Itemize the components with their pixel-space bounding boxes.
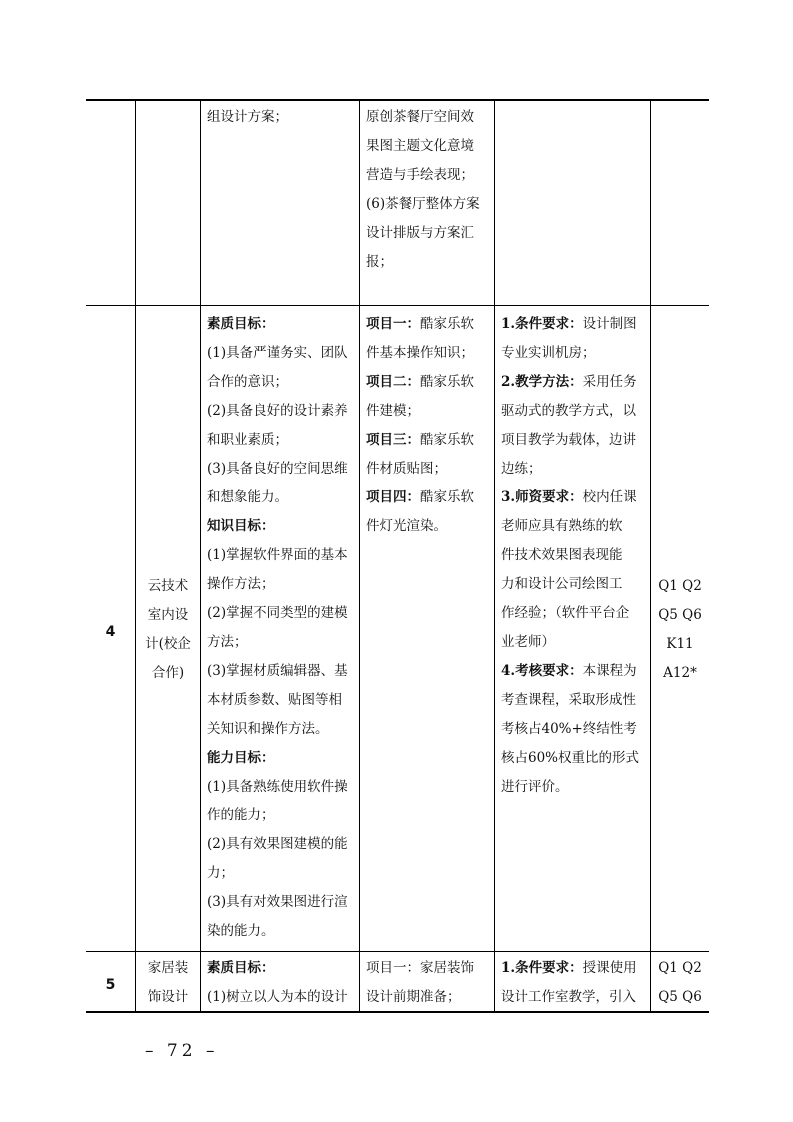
text-line: 方法； [207,633,248,650]
text-line: (2)掌握不同类型的建模 [207,605,348,622]
row-a-content-cell [366,103,492,276]
text-line: 报； [366,253,393,270]
row-5-course-name [136,954,200,1012]
text-line: (6)茶餐厅整体方案 [366,195,480,212]
item-label: 1.条件要求： [501,960,583,976]
section-heading: 能力目标： [207,749,275,766]
text-line: 项目一：家居装饰 [366,960,474,976]
code-line: A12* [663,664,697,681]
row-divider [86,951,709,952]
item-text: 校内任课 [582,489,637,506]
item-label: 项目一： [366,316,420,332]
text-line [501,310,650,339]
text-line: 设计排版与方案汇 [366,224,474,241]
row-4-target-cell [207,310,358,946]
text-line [366,512,493,541]
text-line: (1)树立以人为本的设计 [207,988,348,1005]
text-line: 原创茶餐厅空间效 [366,109,474,125]
code-line: Q5 Q6 [658,988,702,1005]
text-line [501,686,650,715]
text-line [366,455,493,484]
row-a-target-cell [207,103,357,132]
text-line [501,339,650,368]
text-line [501,773,650,802]
section-heading: 素质目标： [207,316,275,332]
row-4-number: 4 [105,624,116,640]
section-heading: 知识目标： [207,518,275,535]
text-line: 营造与手绘表现； [366,166,474,183]
item-text: 进行评价。 [501,778,569,795]
text-line [501,512,650,541]
page-number: – 72 – [145,1041,219,1061]
text-line: (3)掌握材质编辑器、基 [207,662,348,679]
text-line [501,455,650,484]
item-text: 酷家乐软 [420,373,474,390]
text-line [366,426,493,455]
column-divider [135,99,136,1013]
text-line: 和职业素质； [207,431,288,448]
text-line: 饰设计 [147,988,189,1005]
text-line: (3)具备良好的空间思维 [207,460,348,477]
code-line: Q1 Q2 [658,960,702,976]
row-4-require-cell [501,310,650,801]
item-text: 件材质贴图； [366,460,447,477]
code-line: Q5 Q6 [658,606,702,623]
text-line: 设计前期准备； [366,988,461,1005]
item-text: 核占60%权重比的形式 [501,749,640,766]
text-line [366,339,493,368]
text-line: (2)具备良好的设计素养 [207,402,348,419]
text-line: 力； [207,865,234,882]
row-divider [86,305,709,306]
text-line: (2)具有效果图建模的能 [207,836,348,853]
text-line: 作的能力； [207,807,275,824]
item-text: 考查课程，采取形成性 [501,691,636,708]
text-line [366,483,493,512]
text-line: 室内设 [147,606,189,623]
row-5-target-cell [207,954,358,1012]
item-text: 件建模； [366,402,420,419]
item-text: 酷家乐软 [420,316,474,332]
item-text: 边练； [501,460,542,477]
text-line [501,483,650,512]
item-text: 酷家乐软 [420,431,474,448]
text-line [501,599,650,628]
row-5-number: 5 [105,977,116,993]
code-line: K11 [666,635,694,652]
item-text: 专业实训机房； [501,344,596,361]
row-5-codes-cell [651,954,709,1012]
table-top-rule [86,99,709,101]
text-line: 本材质参数、贴图等相 [207,691,342,708]
row-5-require-cell [501,954,650,1012]
item-text: 件基本操作知识； [366,344,474,361]
item-label: 2.教学方法： [501,373,583,390]
text-line: (1)掌握软件界面的基本 [207,547,348,564]
text-line [501,715,650,744]
item-text: 授课使用 [582,960,637,976]
item-label: 1.条件要求： [501,316,583,332]
item-label: 3.师资要求： [501,489,583,506]
item-text: 酷家乐软 [420,489,474,506]
text-line: 云技术 [147,578,189,594]
course-table [86,99,709,1013]
column-divider [650,99,651,1013]
text-line [366,368,493,397]
column-divider [494,99,495,1013]
item-text: 老师应具有熟练的软 [501,518,623,535]
text-line: 关知识和操作方法。 [207,720,329,737]
text-line [501,397,650,426]
text-line: 合作) [151,664,185,681]
text-line [501,368,650,397]
column-divider [200,99,201,1013]
text-line: 组设计方案； [207,109,288,125]
text-line: (1)具备熟练使用软件操 [207,778,348,795]
column-divider [359,99,360,1013]
item-text: 设计工作室教学，引入 [501,988,636,1005]
text-line: 操作方法； [207,576,275,593]
text-line [501,983,650,1012]
text-line [501,657,650,686]
item-label: 项目四： [366,489,420,506]
text-line: (3)具有对效果图进行渲 [207,894,348,911]
text-line: 果图主题文化意境 [366,137,474,154]
row-4-content-cell [366,310,493,541]
text-line: 和想象能力。 [207,489,288,506]
code-line: Q1 Q2 [658,578,702,594]
text-line: 家居装 [147,960,189,976]
text-line: 染的能力。 [207,923,275,940]
text-line [501,744,650,773]
text-line [501,426,650,455]
item-text: 考核占40%+终结性考 [501,720,637,737]
item-text: 本课程为 [582,662,637,679]
row-4-codes-cell [651,572,709,688]
item-text: 业老师） [501,633,555,650]
text-line [366,397,493,426]
item-text: 设计制图 [582,316,637,332]
text-line: 合作的意识； [207,373,288,390]
text-line [501,541,650,570]
text-line [501,570,650,599]
section-heading: 素质目标： [207,960,275,976]
item-label: 4.考核要求： [501,662,583,679]
row-5-content-cell [366,954,493,1012]
item-text: 项目教学为载体，边讲 [501,431,636,448]
item-text: 采用任务 [582,373,637,390]
text-line: 计(校企 [145,635,191,652]
item-label: 项目三： [366,431,420,448]
text-line [501,628,650,657]
item-text: 驱动式的教学方式，以 [501,402,636,419]
text-line [501,954,650,983]
item-text: 力和设计公司绘图工 [501,576,623,593]
item-text: 件技术效果图表现能 [501,547,623,564]
text-line: (1)具备严谨务实、团队 [207,344,348,361]
item-text: 作经验；（软件平台企 [501,605,630,622]
item-label: 项目二： [366,373,420,390]
text-line [366,310,493,339]
item-text: 件灯光渲染。 [366,518,447,535]
row-4-course-name [136,572,200,688]
